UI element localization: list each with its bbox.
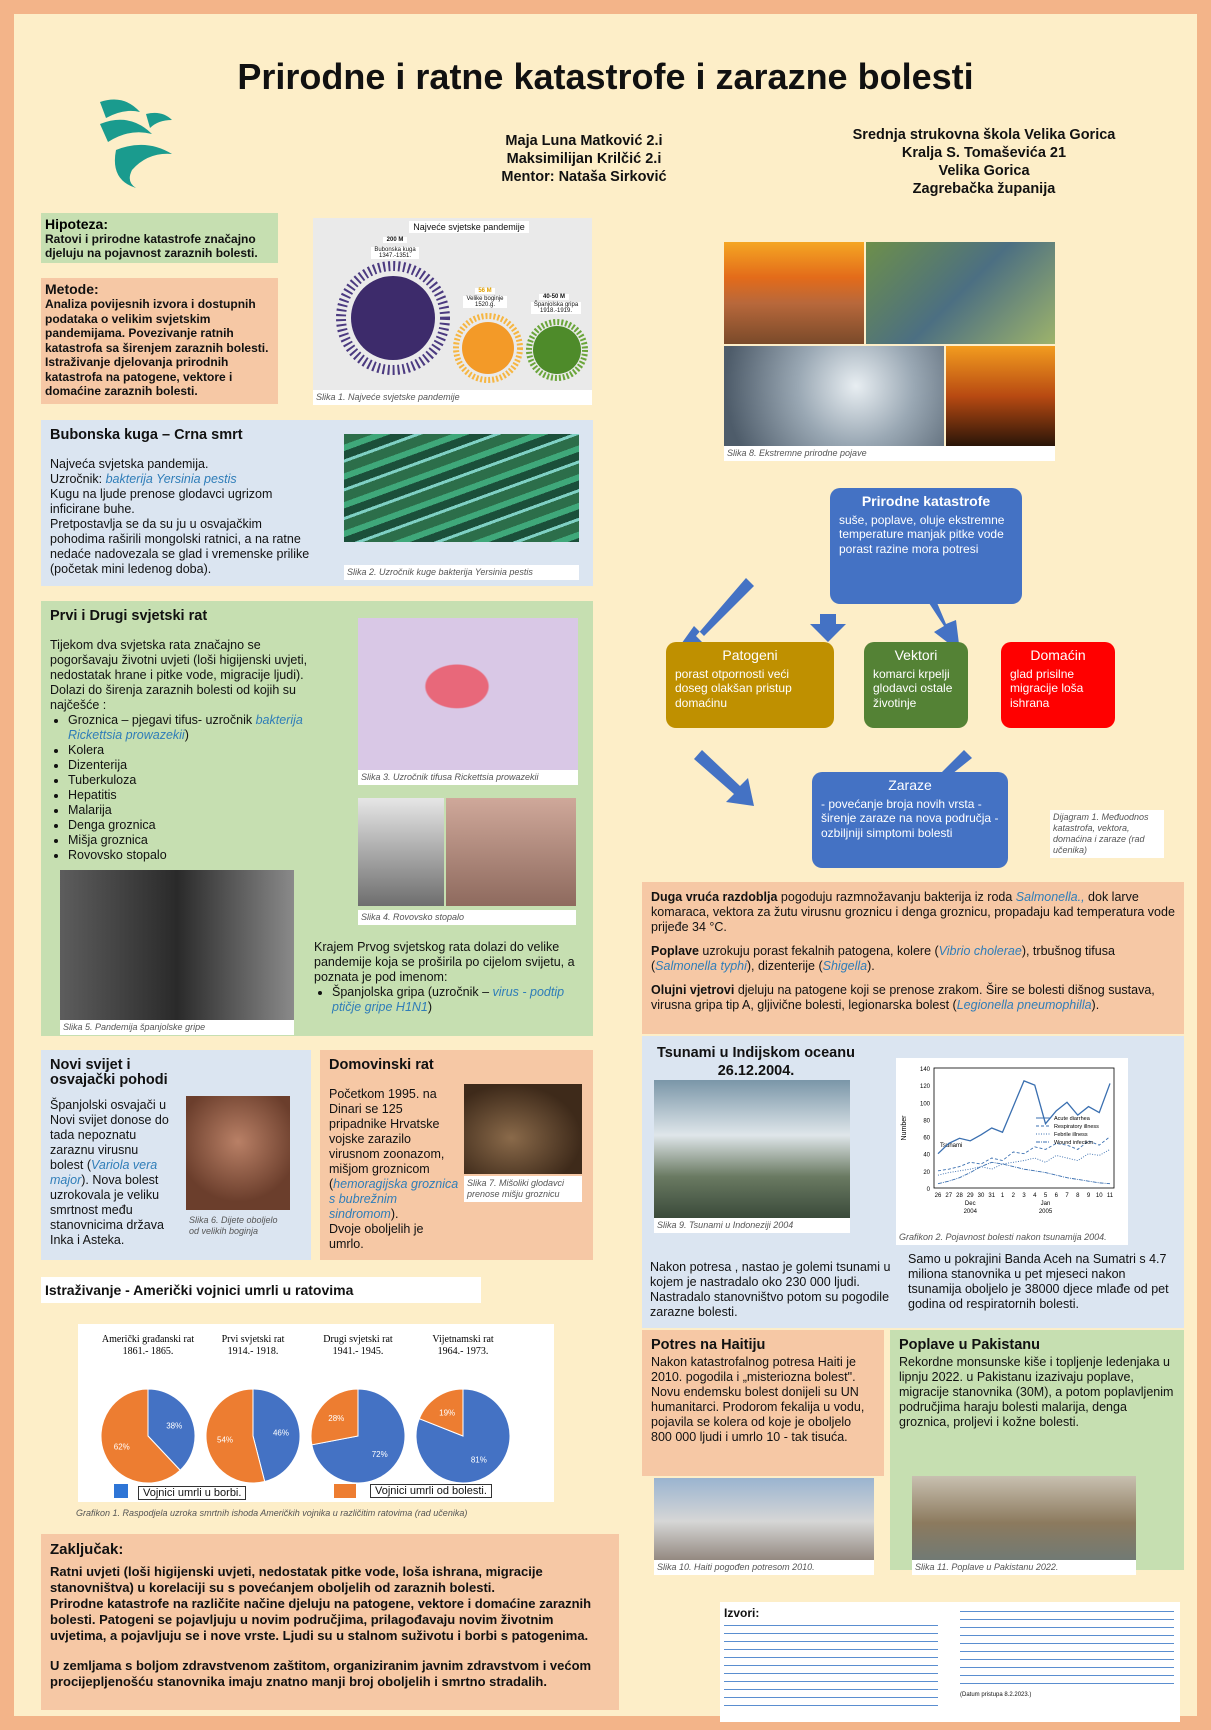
caption-slika-6: Slika 6. Dijete oboljelo od velikih boginja [189,1215,278,1236]
bubonska-uzrocnik-label: Uzročnik: [50,472,106,486]
pie-title-line1: Drugi svjetski rat [323,1334,393,1345]
caption-slika-10: Slika 10. Haiti pogođen potresom 2010. [654,1560,874,1575]
pie-slice-label: 38% [166,1421,183,1431]
rat-disease-item: • Rovovsko stopalo [68,848,320,863]
rat-disease-item: • Malarija [68,803,320,818]
domovinski-text-4: Dvoje oboljelih je umrlo. [329,1222,424,1251]
rodent-photo [464,1084,582,1174]
diagram-zaraze [812,772,1008,868]
authors [474,132,694,186]
y-axis-label: Number [901,1115,908,1141]
pie-slice-label: 28% [328,1414,345,1424]
y-tick-label: 100 [919,1101,930,1108]
arrow-to-vektori [810,614,846,642]
pie-slice-label: 46% [272,1428,289,1438]
bubonska-line-4: Pretpostavlja se da su ju u osvajačkim pohodima raširili mongolski ratnici, a na ratne nedaće nadovezala se glad i vremenske prilike (početak mini ledenog doba). [50,517,310,576]
bubonska-line-3: Kugu na ljude prenose glodavci ugrizom inficirane buhe. [50,487,273,516]
rat-disease-item [68,713,320,743]
rat-disease-item: • Dizenterija [68,758,320,773]
caption-slika-8: Slika 8. Ekstremne prirodne pojave [724,446,1055,461]
mentor: Mentor: Nataša Sirković [501,169,667,185]
pie-title-line1: Vijetnamski rat [432,1334,494,1345]
rat-intro: Tijekom dva svjetska rata značajno se pogoršavaju životni uvjeti (loši higijenski uvjeti, nedostatak hrane i pitke vode, migracije ljudi). Dolazi do širenja zaraznih bolesti od kojih su najčešće : [50,638,308,712]
legend-label: Acute diarrhea [1054,1116,1090,1122]
legend-label: Respiratory illness [1054,1124,1099,1130]
pie-charts [78,1324,554,1502]
rat-disease-item: • Mišja groznica [68,833,320,848]
school-county: Zagrebačka županija [912,181,1056,197]
school-city: Velika Gorica [938,163,1030,179]
author-2: Maksimilijan Krilčić 2.i [506,151,662,167]
klima-box [642,882,1184,1034]
y-tick-label: 0 [926,1187,930,1193]
diagram-patogeni-title: Patogeni [722,647,778,663]
izvori-box [720,1602,1180,1722]
caption-slika-7: Slika 7. Mišoliki glodavci prenose mišju groznicu [464,1176,582,1202]
rat-disease-item: • Denga groznica [68,818,320,833]
klima-p3-text: djeluju na patogene koji se prenose zrakom. Šire se bolesti dišnog sustava, virusna gripa tip A, gljivične bolesti, legionarska bolest ( [651,983,1155,1012]
zakljucak-p3: U zemljama s boljom zdravstvenom zaštitom, organiziranim javnim zdravstvom i većom procijepljenošću stanovnika imaju znatno manji broj oboljelih i smrtno stradalih. [50,1658,592,1689]
x-tick-label: 5 [1043,1193,1048,1199]
diagram-top-title: Prirodne katastrofe [861,493,991,509]
klima-p3-link: Legionella pneumophilla [956,998,1092,1012]
novi-text-3: ). Nova bolest uzrokovala je veliku smrtnost među stanovnicima država Inka i Asteka. [50,1173,164,1247]
x-group-month: Jan [1040,1201,1051,1207]
klima-p2 [651,944,1175,974]
flood-photo [866,242,1055,344]
caption-slika-1: Slika 1. Najveće svjetske pandemije [313,390,592,405]
bubonska-title: Bubonska kuga – Crna smrt [50,427,243,443]
caption-slika-4: Slika 4. Rovovsko stopalo [358,910,576,925]
klima-p2-link2: Salmonella typhi [655,959,747,973]
pie-title-line1: Prvi svjetski rat [221,1334,285,1345]
poster [14,14,1197,1716]
caption-slika-9: Slika 9. Tsunami u Indoneziji 2004 [654,1218,850,1233]
pie-title-line1: Američki građanski rat [101,1334,195,1345]
izvori-date: (Datum pristupa 8.2.2023.) [960,1692,1032,1698]
pandemije-header: Najveće svjetske pandemije [409,221,529,233]
y-tick-label: 80 [923,1118,930,1125]
pakistan-photo [912,1476,1136,1570]
legend-label: Febrile illness [1054,1132,1088,1138]
tsunami-photo [654,1080,850,1218]
gripa-text: Španjolska gripa (uzročnik – [332,985,493,999]
rat-disease-item: • Kolera [68,743,320,758]
bubonska-count: 200 M [383,237,407,243]
pie-slice-label: 72% [371,1449,388,1459]
x-tick-label: 11 [1106,1193,1114,1199]
diagram-vektori [864,642,968,728]
tsunami-annotation: Tsunami [940,1142,963,1149]
caption-slika-3: Slika 3. Uzročnik tifusa Rickettsia prowazekii [358,770,578,785]
trench-foot-photo-2 [446,798,576,906]
rat-disease-list [50,713,320,863]
legend-label: Wound infection [1054,1140,1094,1146]
rat-disease-1-text: Groznica – pjegavi tifus- uzročnik [68,713,256,727]
klima-p2-text3: ), dizenterije ( [746,959,823,973]
tsunami-title-block [651,1044,861,1080]
diagram-zaraze-text: - povećanje broja novih vrsta - širenje zaraze na nova područja - ozbiljniji simptomi bolesti [821,796,999,840]
school-name: Srednja strukovna škola Velika Gorica [852,127,1116,143]
x-tick-label: 2 [1011,1193,1015,1199]
pie-title-line2: 1941.- 1945. [332,1346,384,1357]
hipoteza-title: Hipoteza: [45,216,108,232]
haiti-text: Nakon katastrofalnog potresa Haiti je 2010. pogodila i „misteriozna bolest". Novu endemsku bolest donijeli su UN humanitarci. Prodorom fekalija u vodu, pojavila se kolera od koje je oboljelo 800 000 ljudi i umrlo 10 - tak tisuća. [651,1355,865,1444]
klima-p3 [651,983,1175,1013]
pakistan-title: Poplave u Pakistanu [899,1337,1041,1353]
y-tick-label: 20 [923,1169,930,1176]
zakljucak-p2: Prirodne katastrofe na različite načine djeluju na patogene, vektore i domaćine zaraznih bolesti. Patogeni se pojavljuju u novim područjima, prilagođavaju novim životnim uvjetima, a pojavljuju se i nove vrste. Ljudi su u stalnom suživotu i borbi s patogenima. [50,1596,592,1643]
diagram-domacin-text: glad prisilne migracije loša ishrana [1010,666,1084,710]
metode-text: Analiza povijesnih izvora i dostupnih podataka o velikim svjetskim pandemijama. Povezivanje ratnih katastrofa sa širenjem zaraznih bolesti. Istraživanje djelovanja prirodnih katastrofa na patogene, vektore i domaćine zaraznih bolesti. [45,297,269,398]
haiti-box [642,1330,884,1476]
tsunami-graph [896,1058,1128,1230]
legend-borbi-label: Vojnici umrli u borbi. [138,1486,246,1500]
izvori-title: Izvori: [724,1606,760,1620]
klima-p1-bold: Duga vruća razdoblja [651,890,778,904]
gripa-close: ) [427,1000,433,1014]
diagram-zaraze-title: Zaraze [888,777,932,793]
klima-p2-text: uzrokuju porast fekalnih patogena, kolere ( [698,944,939,958]
diagram-prirodne-katastrofe [830,488,1022,604]
pie-slice-label: 62% [113,1442,130,1452]
istrazivanje-title: Istraživanje - Američki vojnici umrli u ratovima [41,1277,481,1303]
x-tick-label: 31 [988,1193,996,1199]
klima-p3-end: ). [1091,998,1100,1012]
graph-series-line [938,1162,1110,1183]
y-tick-label: 60 [923,1135,930,1142]
caption-slika-2: Slika 2. Uzročnik kuge bakterija Yersinia pestis [344,565,579,580]
x-tick-label: 1 [1000,1193,1005,1199]
caption-grafikon-2: Grafikon 2. Pojavnost bolesti nakon tsunamija 2004. [896,1230,1128,1245]
izvori-links-left [724,1620,938,1712]
rat-end-text [314,940,584,1015]
virus-green-icon [525,318,589,382]
rat-disease-1-uzrocnik: bakterija Rickettsia prowazekii [68,713,303,742]
diagram-vektori-title: Vektori [894,647,938,663]
hipoteza-box [41,213,278,263]
tsunami-text-1: Nakon potresa , nastao je golemi tsunami u kojem je nastradalo oko 230 000 ljudi. Nastradalo stanovništvo potom su pogodile zarazne bolesti. [650,1260,891,1319]
metode-box [41,278,278,404]
x-tick-label: 8 [1076,1193,1080,1199]
klima-p1-link: Salmonella., [1015,890,1085,904]
x-group-year: 2005 [1038,1209,1053,1215]
novi-link: Variola vera major [50,1158,158,1187]
tsunami-text-2: Samo u pokrajini Banda Aceh na Sumatri s 4.7 miliona stanovnika u pet mjeseci nakon tsunamija oboljelo je 38000 djece mlađe od pet godina od respiratornih bolesti. [908,1252,1169,1311]
tsunami-title: Tsunami u Indijskom oceanu [657,1045,855,1061]
zakljucak-box [41,1534,619,1710]
diagram-domacin [1001,642,1115,728]
zakljucak-p1: Ratni uvjeti (loši higijenski uvjeti, nedostatak pitke vode, loša ishrana, migracije stanovništva) u korelaciji su s povećanjem oboljelih od zaraznih bolesti. [50,1564,543,1595]
boginje-count: 56 M [475,288,495,294]
klima-p1-text: pogoduju razmnožavanju bakterija iz roda [777,890,1016,904]
yersinia-photo [344,434,579,542]
domovinski-link: hemoragijska groznica s bubrežnim sindromom [329,1177,459,1221]
x-group-month: Dec [964,1201,976,1207]
diagram-patogeni [666,642,834,728]
diagram-top-text: suše, poplave, oluje ekstremne temperature manjak pitke vode porast razine mora potresi [839,512,1005,556]
klima-p3-bold: Olujni vjetrovi [651,983,735,997]
hipoteza-text: Ratovi i prirodne katastrofe značajno djeluju na pojavnost zaraznih bolesti. [45,232,258,260]
x-tick-label: 30 [977,1193,985,1199]
rat-title: Prvi i Drugi svjetski rat [50,608,208,624]
metode-title: Metode: [45,281,99,297]
rat-disease-item: • Hepatitis [68,788,320,803]
klima-p1-end: dok larve komaraca, vektora za žutu virusnu groznicu i denga groznicu, propadaju kad temperatura vode prijeđe 34 °C. [651,890,1175,934]
rat-end-paragraph: Krajem Prvog svjetskog rata dolazi do velike pandemije koja se proširila po cijelom svijetu, a poznata je pod imenom: [314,940,575,984]
virus-purple-icon [333,256,453,376]
klima-p2-bold: Poplave [651,944,699,958]
x-tick-label: 4 [1033,1193,1037,1199]
izvori-links-right [960,1606,1174,1690]
legend-bolesti-swatch [334,1484,356,1498]
caption-dijagram-1: Dijagram 1. Međuodnos katastrofa, vektora, domaćina i zaraze (rad učenika) [1050,810,1164,858]
pandemije-figure [313,218,592,390]
novi-title: Novi svijet i osvajački pohodi [50,1057,168,1088]
klima-p2-end: ). [867,959,875,973]
x-tick-label: 29 [966,1193,974,1199]
author-1: Maja Luna Matković 2.i [505,133,663,149]
pie-title-line2: 1914.- 1918. [227,1346,279,1357]
caption-slika-5: Slika 5. Pandemija španjolske gripe [60,1020,294,1035]
pie-slice-label: 19% [439,1408,456,1418]
gripa-item [332,985,584,1015]
legend-bolesti-label: Vojnici umrli od bolesti. [370,1484,492,1498]
pie-slice-label: 81% [470,1455,487,1465]
rickettsia-photo [358,618,578,770]
school-logo [96,94,176,189]
bubonska-line-2 [50,472,320,487]
caption-slika-11: Slika 11. Poplave u Pakistanu 2022. [912,1560,1136,1575]
x-tick-label: 26 [934,1193,942,1199]
school-address: Kralja S. Tomaševića 21 [901,145,1067,161]
y-tick-label: 40 [923,1152,930,1159]
diagram-patogeni-text: porast otpornosti veći doseg olakšan pristup domaćinu [675,666,792,710]
bubonska-line-1: Najveća svjetska pandemija. [50,457,209,471]
novi-text [50,1098,175,1248]
y-tick-label: 120 [919,1084,930,1091]
legend-borbi-swatch [114,1484,128,1498]
x-tick-label: 10 [1095,1193,1103,1199]
hurricane-photo [724,346,944,446]
wildfire-photo [946,346,1055,446]
spanish-flu-photo [60,870,294,1020]
klima-p2-link1: Vibrio cholerae [938,944,1022,958]
x-tick-label: 6 [1054,1193,1058,1199]
trench-foot-photo-1 [358,798,444,906]
diagram-domacin-title: Domaćin [1030,647,1086,663]
virus-orange-icon [453,313,523,383]
klima-p2-text2: ), trbušnog tifusa ( [651,944,1115,973]
gripa-count: 40-50 M [539,294,569,300]
klima-p1 [651,890,1175,935]
smallpox-child-photo [186,1096,290,1210]
arrow-from-patogeni [694,750,754,806]
drought-photo [724,242,864,344]
x-tick-label: 7 [1065,1193,1069,1199]
bubonska-label: Bubonska kuga 1347.-1351. [371,247,419,259]
bubonska-uzrocnik: bakterija Yersinia pestis [105,472,237,486]
rat-disease-item: • Tuberkuloza [68,773,320,788]
rat-disease-1-close: ) [184,728,189,742]
pie-title-line2: 1861.- 1865. [122,1346,174,1357]
pie-title-line2: 1964.- 1973. [437,1346,489,1357]
boginje-label: Velike boginje 1520.g. [463,296,507,308]
zakljucak-title: Zaključak: [50,1541,124,1558]
haiti-title: Potres na Haitiju [651,1337,766,1353]
x-tick-label: 9 [1086,1193,1091,1199]
x-tick-label: 3 [1022,1193,1026,1199]
tsunami-date: 26.12.2004. [717,1063,795,1079]
klima-p2-link3: Shigella [822,959,868,973]
domovinski-title: Domovinski rat [329,1057,434,1073]
y-tick-label: 140 [919,1067,930,1073]
caption-grafikon-1: Grafikon 1. Raspodjela uzroka smrtnih ishoda Američkih vojnika u različitim ratovima (rad učenika) [76,1508,468,1518]
x-tick-label: 27 [945,1193,953,1199]
domovinski-text [329,1087,459,1252]
novi-text-1: Španjolski osvajači u Novi svijet donose do tada nepoznatu zaraznu virusnu bolest ( [50,1098,169,1172]
rat-content [50,638,320,863]
pakistan-text: Rekordne monsunske kiše i topljenje ledenjaka u lipnju 2022. u Pakistanu izazivaju poplave, migracije stanovnika (30M), a potom poplavljenim područjima haraju bolesti malarija, denga groznica, proljevi i kožne bolesti. [899,1355,1174,1429]
diagram-vektori-text: komarci krpelji glodavci ostale životinje [873,666,953,710]
domovinski-text-3: ). [390,1207,399,1221]
x-group-year: 2004 [963,1209,977,1215]
gripa-label: Španjolska gripa 1918.-1919. [531,302,581,314]
school-info [844,126,1124,198]
domovinski-text-1: Početkom 1995. na Dinari se 125 pripadnike Hrvatske vojske zarazilo virusnom zoonazom, mišjom groznicom ( [329,1087,445,1191]
x-tick-label: 28 [956,1193,963,1199]
poster-title: Prirodne i ratne katastrofe i zarazne bolesti [237,56,974,97]
pie-slice-label: 54% [217,1435,234,1445]
gripa-uzrocnik: virus - podtip ptičje gripe H1N1 [332,985,565,1014]
